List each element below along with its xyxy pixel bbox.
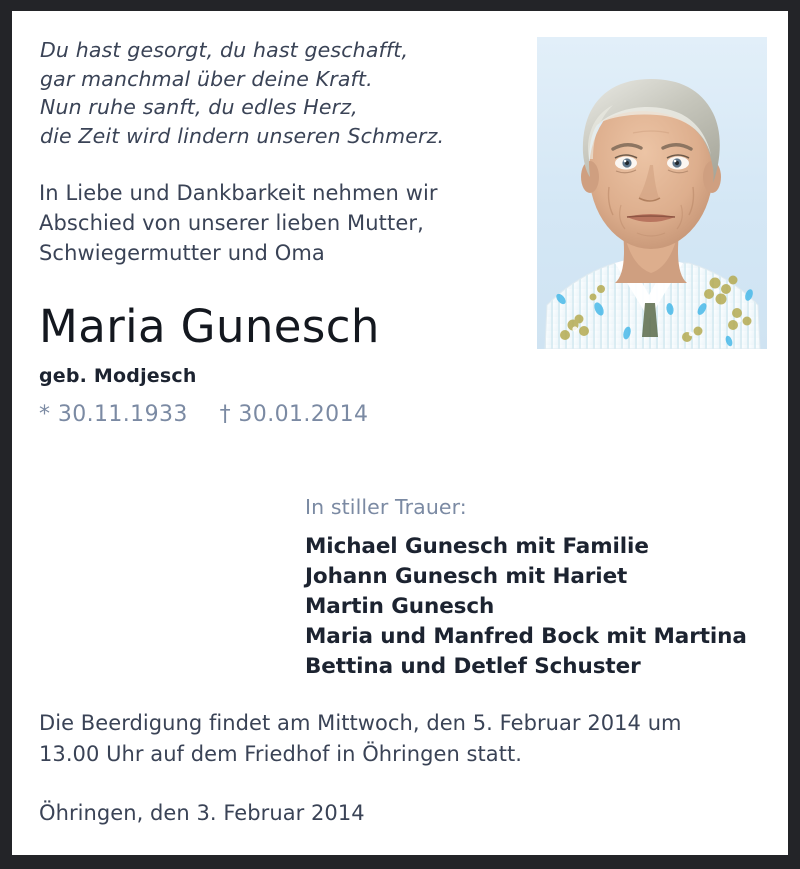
dedication-text — [39, 178, 519, 268]
funeral-line: 13.00 Uhr auf dem Friedhof in Öhringen statt. — [39, 742, 523, 766]
deceased-name: Maria Gunesch — [39, 300, 380, 353]
mourners-heading: In stiller Trauer: — [305, 495, 467, 519]
poem-line: Du hast gesorgt, du hast geschafft, — [40, 38, 409, 62]
poem-line: gar manchmal über deine Kraft. — [40, 66, 373, 91]
dedication-line: In Liebe und Dankbarkeit nehmen wir — [39, 181, 438, 205]
memorial-poem — [40, 36, 510, 150]
list-item: Bettina und Detlef Schuster — [305, 654, 641, 679]
place-and-date: Öhringen, den 3. Februar 2014 — [39, 801, 365, 825]
death-symbol: † — [219, 402, 231, 427]
dedication-line: Schwiegermutter und Oma — [39, 241, 325, 265]
funeral-line: Die Beerdigung findet am Mittwoch, den 5. Februar 2014 um — [39, 711, 682, 735]
mourners-list — [305, 532, 775, 682]
portrait-illustration — [537, 37, 767, 349]
funeral-details — [39, 708, 739, 770]
life-dates — [39, 400, 519, 430]
list-item: Michael Gunesch mit Familie — [305, 534, 649, 559]
poem-line: die Zeit wird lindern unseren Schmerz. — [40, 123, 445, 148]
portrait-photo — [537, 37, 767, 349]
poem-line: Nun ruhe sanft, du edles Herz, — [40, 95, 358, 119]
deceased-name-block — [39, 301, 519, 430]
birth-date: 30.11.1933 — [57, 402, 188, 427]
list-item: Maria und Manfred Bock mit Martina — [305, 624, 747, 649]
birth-symbol: * — [39, 402, 51, 427]
death-date: 30.01.2014 — [238, 402, 369, 427]
notice-paper — [12, 11, 788, 855]
mourners-block — [305, 493, 775, 682]
maiden-name: geb. Modjesch — [39, 365, 197, 387]
list-item: Johann Gunesch mit Hariet — [305, 564, 628, 589]
list-item: Martin Gunesch — [305, 594, 495, 619]
dedication-line: Abschied von unserer lieben Mutter, — [39, 211, 424, 235]
